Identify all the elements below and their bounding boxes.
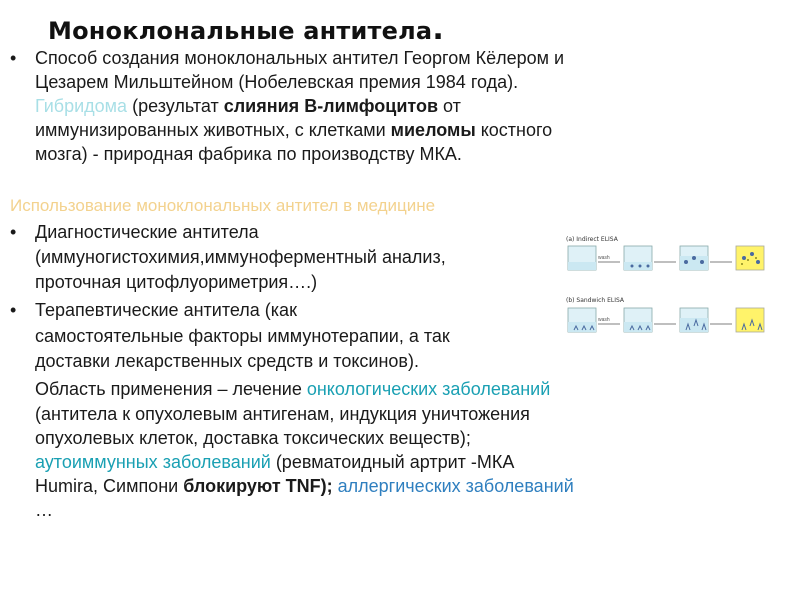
intro-line-4-bold: миеломы <box>390 120 476 140</box>
application-line-2: (антитела к опухолевым антигенам, индукция уничтожения <box>35 404 530 424</box>
intro-line-1: Способ создания моноклональных антител Георгом Кёлером и <box>35 48 565 68</box>
section-heading: Использование моноклональных антител в медицине <box>10 196 436 215</box>
diagnostic-line-2: (иммуногистохимия,иммуноферментный анализ, <box>35 247 446 267</box>
intro-line-5: мозга) - природная фабрика по производству МКА. <box>35 144 462 164</box>
application-line-4 <box>35 450 514 474</box>
application-line-1-text: Область применения – лечение <box>35 379 307 399</box>
intro-line-3-end: от <box>438 96 461 116</box>
hybridoma-term: Гибридома <box>35 96 128 116</box>
arrow-label-b1: wash <box>598 317 610 323</box>
diagnostic-line-3: проточная цитофлуориметрия….) <box>35 272 318 292</box>
elisa-diagram <box>562 232 784 358</box>
bullet-therapeutic: • <box>10 300 17 320</box>
diagnostic-line-1: Диагностические антитела <box>35 222 259 242</box>
allergic-term: аллергических заболеваний <box>332 476 574 496</box>
oncology-term: онкологических заболеваний <box>306 379 551 399</box>
autoimmune-term: аутоиммунных заболеваний <box>35 452 271 472</box>
intro-line-4 <box>35 118 552 142</box>
bullet-intro: • <box>10 48 17 68</box>
intro-line-3 <box>35 94 461 118</box>
page-title <box>48 12 444 47</box>
well-a1-liquid <box>568 262 596 270</box>
therapeutic-line-3: доставки лекарственных средств и токсинов). <box>35 351 419 371</box>
therapeutic-line-1: Терапевтические антитела (как <box>35 300 297 320</box>
therapeutic-line-2: самостоятельные факторы иммунотерапии, а так <box>35 326 450 346</box>
application-line-1 <box>35 377 550 401</box>
elisa-row-a <box>568 246 764 270</box>
application-line-3: опухолевых клеток, доставка токсических веществ); <box>35 428 471 448</box>
application-line-6: … <box>35 500 53 520</box>
intro-line-2: Цезарем Мильштейном (Нобелевская премия 1984 года). <box>35 72 519 92</box>
well-b4 <box>736 308 764 332</box>
intro-line-4-end: костного <box>475 120 553 140</box>
title-dot: . <box>432 12 444 47</box>
application-line-4-text: (ревматоидный артрит -МКА <box>270 452 515 472</box>
arrow-label-a1: wash <box>598 255 610 261</box>
elisa-row-b <box>568 308 764 332</box>
title-text: Моноклональные антитела <box>48 17 433 45</box>
bullet-diagnostic: • <box>10 222 17 242</box>
intro-line-3-text: (результат <box>127 96 224 116</box>
intro-line-3-bold: слияния В-лимфоцитов <box>223 96 439 116</box>
intro-line-4-text: иммунизированных животных, с клетками <box>35 120 391 140</box>
elisa-label-b: (b) Sandwich ELISA <box>566 297 625 304</box>
well-a4 <box>736 246 764 270</box>
application-line-5-bold: блокируют TNF); <box>183 476 333 496</box>
elisa-label-a: (a) Indirect ELISA <box>566 236 618 243</box>
application-line-5 <box>35 474 574 498</box>
application-line-5-text: Humira, Симпони <box>35 476 184 496</box>
